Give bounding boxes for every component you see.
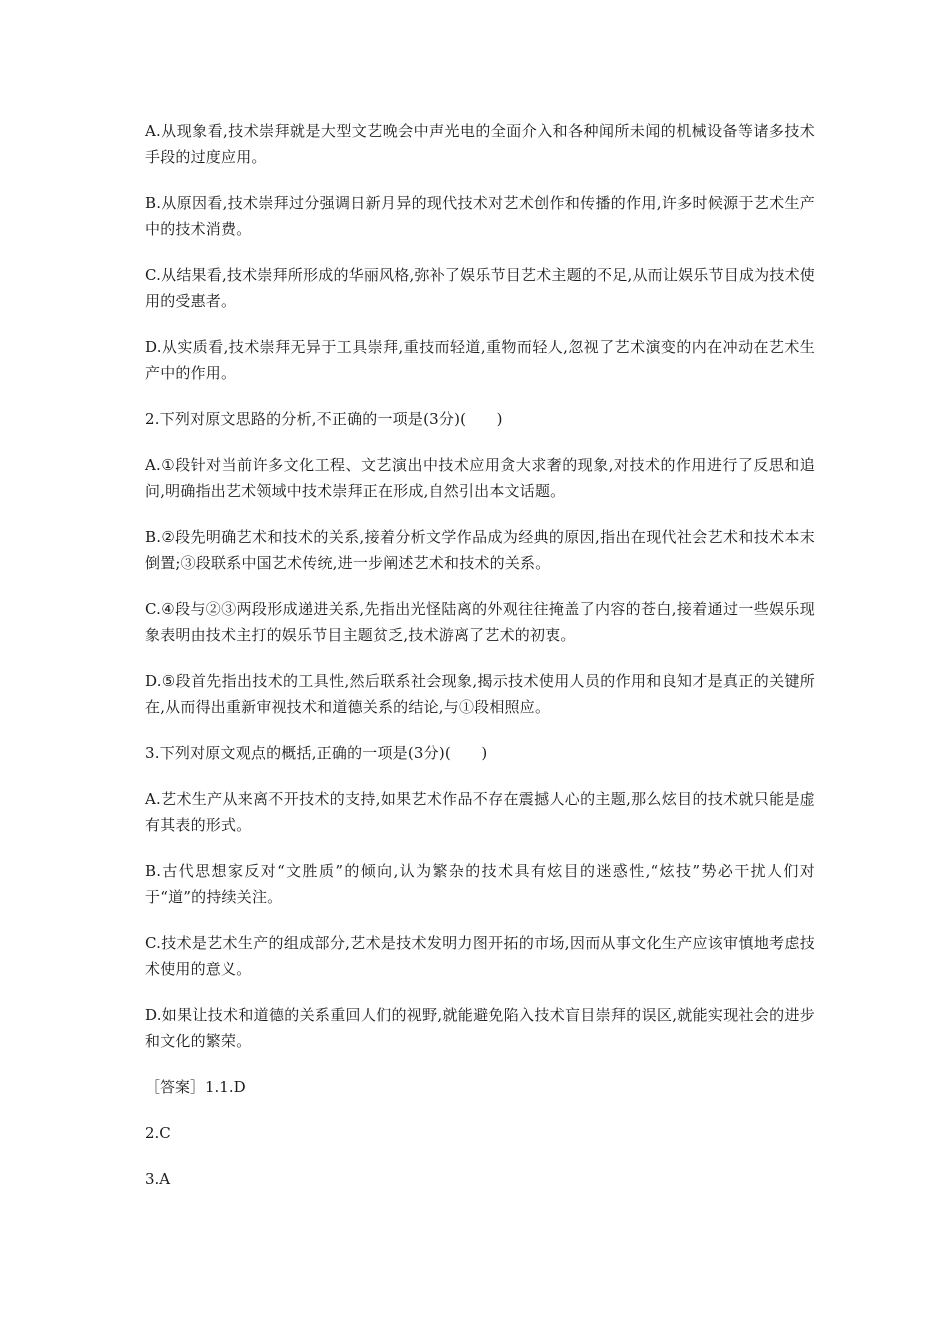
q3-option-a: A.艺术生产从来离不开技术的支持,如果艺术作品不存在震撼人心的主题,那么炫目的技术就只能是虚有其表的形式。 — [145, 790, 815, 834]
q3-option-b: B.古代思想家反对“文胜质”的倾向,认为繁杂的技术具有炫目的迷惑性,“炫技”势必干扰人们对于“道”的持续关注。 — [145, 862, 815, 906]
q1-option-a: A.从现象看,技术崇拜就是大型文艺晚会中声光电的全面介入和各种闻所未闻的机械设备等诸多技术手段的过度应用。 — [145, 122, 815, 166]
answer-line-2: 2.C — [145, 1124, 171, 1142]
q3-option-d: D.如果让技术和道德的关系重回人们的视野,就能避免陷入技术盲目崇拜的误区,就能实现社会的进步和文化的繁荣。 — [145, 1006, 815, 1050]
q2-option-a: A.①段针对当前许多文化工程、文艺演出中技术应用贪大求奢的现象,对技术的作用进行了反思和追问,明确指出艺术领域中技术崇拜正在形成,自然引出本文话题。 — [145, 456, 815, 500]
q1-option-d: D.从实质看,技术崇拜无异于工具崇拜,重技而轻道,重物而轻人,忽视了艺术演变的内在冲动在艺术生产中的作用。 — [145, 338, 815, 382]
q2-stem: 2.下列对原文思路的分析,不正确的一项是(3分)( ) — [145, 410, 503, 428]
q2-option-b: B.②段先明确艺术和技术的关系,接着分析文学作品成为经典的原因,指出在现代社会艺术和技术本末倒置;③段联系中国艺术传统,进一步阐述艺术和技术的关系。 — [145, 528, 815, 572]
q1-option-c: C.从结果看,技术崇拜所形成的华丽风格,弥补了娱乐节目艺术主题的不足,从而让娱乐节目成为技术使用的受惠者。 — [145, 266, 815, 310]
q3-stem: 3.下列对原文观点的概括,正确的一项是(3分)( ) — [145, 744, 488, 762]
q2-option-d: D.⑤段首先指出技术的工具性,然后联系社会现象,揭示技术使用人员的作用和良知才是真正的关键所在,从而得出重新审视技术和道德关系的结论,与①段相照应。 — [145, 672, 815, 716]
q1-option-b: B.从原因看,技术崇拜过分强调日新月异的现代技术对艺术创作和传播的作用,许多时候源于艺术生产中的技术消费。 — [145, 194, 815, 238]
answer-line-1: ［答案］1.1.D — [145, 1078, 246, 1096]
document-page — [145, 118, 815, 1212]
answer-line-3: 3.A — [145, 1170, 171, 1188]
q3-option-c: C.技术是艺术生产的组成部分,艺术是技术发明力图开拓的市场,因而从事文化生产应该审慎地考虑技术使用的意义。 — [145, 934, 815, 978]
q2-option-c: C.④段与②③两段形成递进关系,先指出光怪陆离的外观往往掩盖了内容的苍白,接着通过一些娱乐现象表明由技术主打的娱乐节目主题贫乏,技术游离了艺术的初衷。 — [145, 600, 815, 644]
